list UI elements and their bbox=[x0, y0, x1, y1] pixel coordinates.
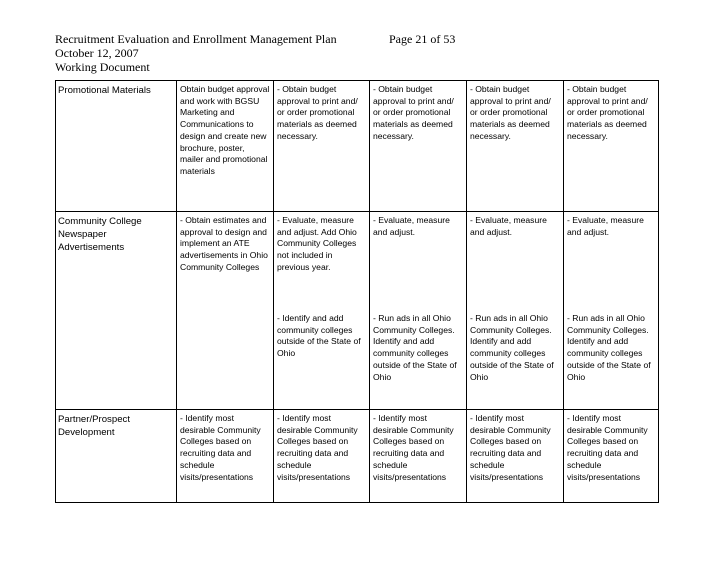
cell-text-secondary: - Run ads in all Ohio Community Colleges. Identify and add community colleges outside of the State of Ohio bbox=[567, 313, 651, 382]
table-cell: Obtain budget approval and work with BGSU Marketing and Communications to design and create new brochure, poster, mailer and promotional materials bbox=[177, 81, 274, 212]
table-cell bbox=[467, 212, 564, 410]
row-label-promotional-materials: Promotional Materials bbox=[56, 81, 177, 212]
plan-table bbox=[55, 80, 659, 503]
cell-text: - Evaluate, measure and adjust. Add Ohio Community Colleges not included in previous year. bbox=[277, 215, 357, 272]
table-row bbox=[56, 81, 659, 212]
page-number: Page 21 of 53 bbox=[389, 32, 456, 46]
table-cell: - Obtain budget approval to print and/ or order promotional materials as deemed necessary. bbox=[274, 81, 370, 212]
cell-text-secondary: - Identify and add community colleges outside of the State of Ohio bbox=[277, 313, 361, 359]
cell-text: - Obtain estimates and approval to design and implement an ATE advertisements in Ohio Community Colleges bbox=[180, 215, 268, 272]
cell-text: - Evaluate, measure and adjust. bbox=[567, 215, 644, 237]
table-cell: - Obtain budget approval to print and/ or order promotional materials as deemed necessary. bbox=[370, 81, 467, 212]
cell-text: - Evaluate, measure and adjust. bbox=[470, 215, 547, 237]
table-cell bbox=[177, 212, 274, 410]
document-title: Recruitment Evaluation and Enrollment Management Plan bbox=[55, 32, 337, 46]
table-cell: - Identify most desirable Community Colleges based on recruiting data and schedule visits/presentations bbox=[467, 410, 564, 503]
page-header bbox=[55, 32, 675, 74]
table-cell: - Identify most desirable Community Colleges based on recruiting data and schedule visits/presentations bbox=[370, 410, 467, 503]
row-label-partner-prospect-development: Partner/Prospect Development bbox=[56, 410, 177, 503]
table-cell: - Identify most desirable Community Colleges based on recruiting data and schedule visits/presentations bbox=[564, 410, 659, 503]
table-cell bbox=[370, 212, 467, 410]
document-date: October 12, 2007 bbox=[55, 46, 139, 60]
table-row bbox=[56, 212, 659, 410]
cell-text-secondary: - Run ads in all Ohio Community Colleges. Identify and add community colleges outside of the State of Ohio bbox=[373, 313, 457, 382]
table-cell: - Obtain budget approval to print and/ or order promotional materials as deemed necessary. bbox=[467, 81, 564, 212]
table-row bbox=[56, 410, 659, 503]
cell-text: - Evaluate, measure and adjust. bbox=[373, 215, 450, 237]
document-status: Working Document bbox=[55, 60, 150, 74]
table-cell: - Obtain budget approval to print and/ or order promotional materials as deemed necessary. bbox=[564, 81, 659, 212]
row-label-community-college-newspaper: Community College Newspaper Advertisements bbox=[56, 212, 177, 410]
table-cell bbox=[564, 212, 659, 410]
table-cell: - Identify most desirable Community Colleges based on recruiting data and schedule visits/presentations bbox=[177, 410, 274, 503]
table-cell bbox=[274, 212, 370, 410]
cell-text-secondary: - Run ads in all Ohio Community Colleges. Identify and add community colleges outside of the State of Ohio bbox=[470, 313, 554, 382]
table-cell: - Identify most desirable Community Colleges based on recruiting data and schedule visits/presentations bbox=[274, 410, 370, 503]
